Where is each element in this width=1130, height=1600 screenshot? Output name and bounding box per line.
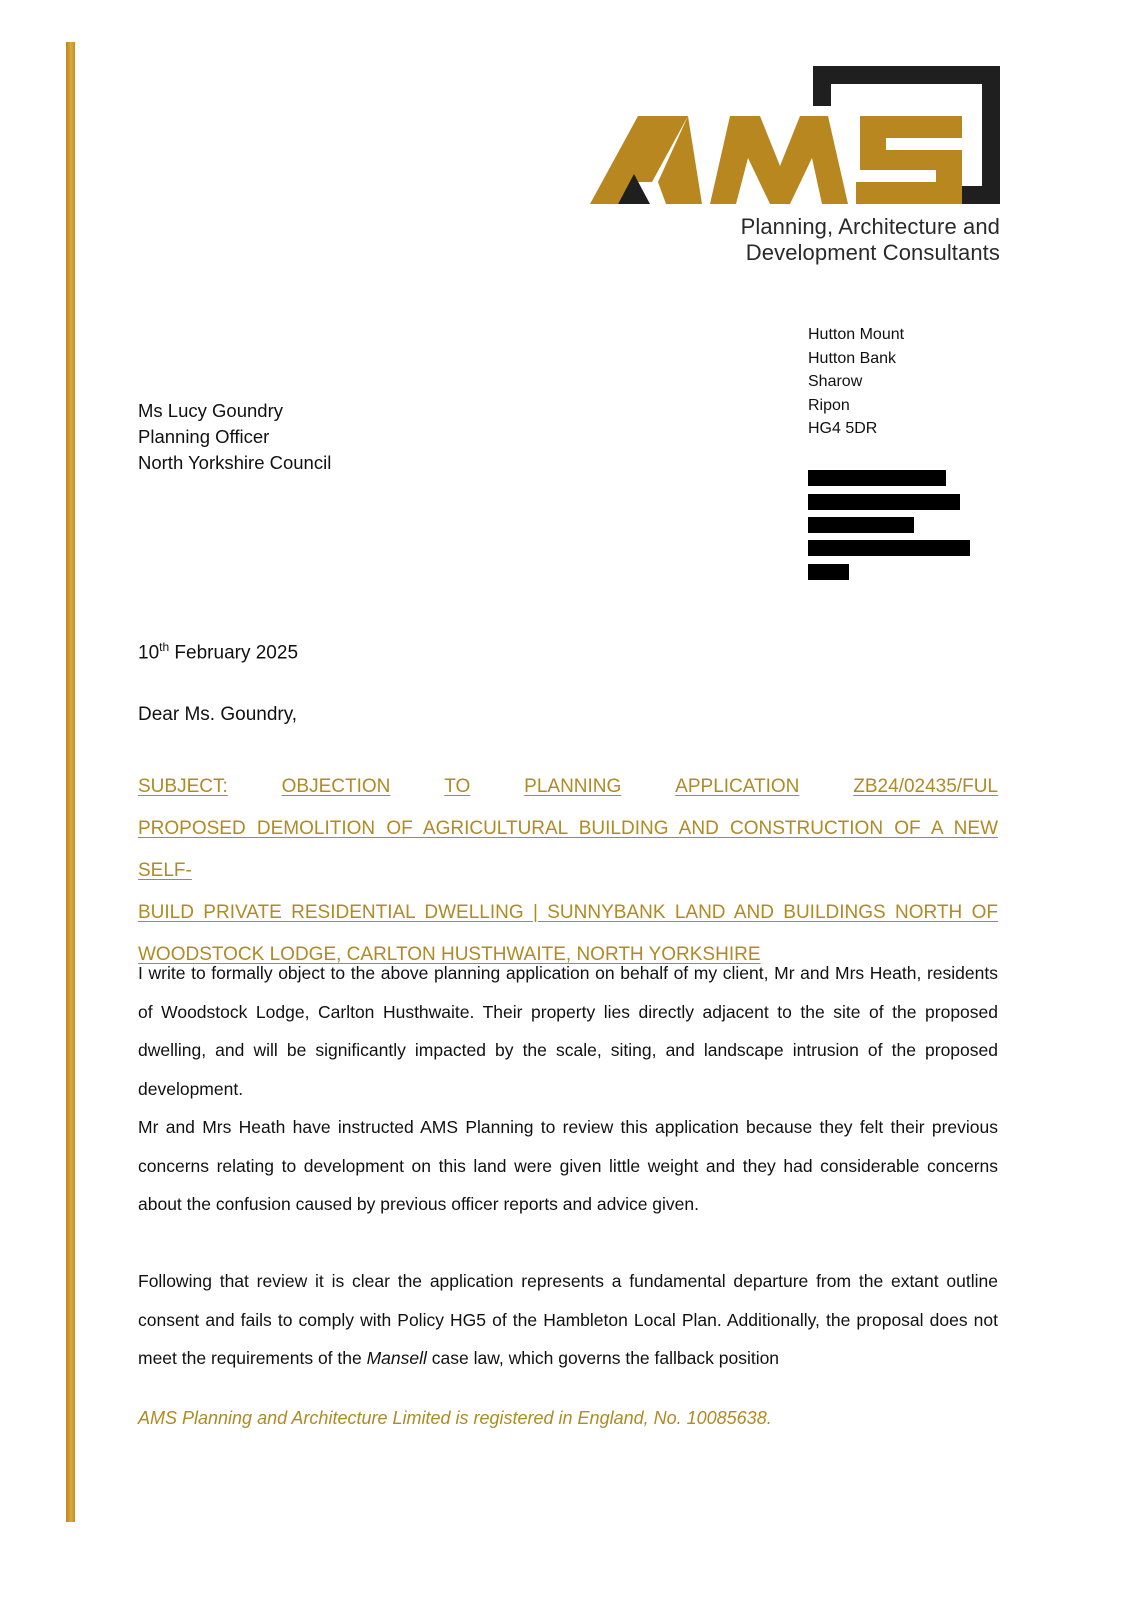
recipient-name: Ms Lucy Goundry [138, 400, 283, 421]
case-law-name: Mansell [366, 1348, 427, 1368]
paragraph-text: I write to formally object to the above planning application on behalf of my client, Mr and Mrs Heath, residents of Woodstock Lodge, Carlton Husthwaite. Their property lies directly adjacent to the site of the proposed dwelling, and will be significantly impacted by the scale, siting, and landscape intrusion of the proposed development. [138, 963, 998, 1099]
logo-letter-s [856, 116, 962, 204]
subject-line-4-text: WOODSTOCK LODGE, CARLTON HUSTHWAITE, NORTH YORKSHIRE [138, 944, 761, 965]
address-line: HG4 5DR [808, 420, 878, 437]
redaction-bar [808, 564, 849, 580]
recipient-role: Planning Officer [138, 426, 270, 447]
logo-tagline [741, 214, 1000, 266]
subject-line-2: PROPOSED DEMOLITION OF AGRICULTURAL BUILDING AND CONSTRUCTION OF A NEW SELF- [138, 818, 998, 881]
ams-logo [590, 66, 1000, 276]
logo-tagline-line2: Development Consultants [745, 240, 1000, 265]
address-line: Hutton Mount [808, 326, 905, 343]
body-paragraph-2 [138, 1108, 998, 1224]
recipient-address [138, 398, 331, 476]
redaction-bar [808, 540, 970, 556]
subject-word: ZB24/02435/FUL [853, 776, 998, 797]
body-paragraph-3 [138, 1262, 998, 1378]
sender-address [808, 323, 904, 441]
gold-side-bar [66, 42, 75, 1522]
paragraph-text-part: case law, which governs the fallback position [426, 1348, 780, 1368]
salutation: Dear Ms. Goundry, [138, 704, 298, 725]
address-line: Hutton Bank [808, 349, 897, 367]
letter-date [138, 640, 298, 664]
paragraph-text [138, 1262, 998, 1378]
recipient-organisation: North Yorkshire Council [138, 452, 332, 473]
logo-tagline-line1: Planning, Architecture and [740, 214, 1000, 239]
address-line: Sharow [808, 373, 863, 390]
subject-word: SUBJECT: [138, 776, 228, 797]
logo-letter-m [710, 116, 848, 204]
redaction-bar [808, 470, 946, 486]
date-day: 10 [138, 642, 160, 664]
company-registration-footer: AMS Planning and Architecture Limited is registered in England, No. 10085638. [138, 1408, 772, 1428]
subject-heading [138, 766, 998, 976]
body-paragraph-1 [138, 954, 998, 1108]
paragraph-text-part: Following that review it is clear the application represents a fundamental departure from the extant outline consent and fails to comply with Policy HG5 of the Hambleton Local Plan. Additionally, the proposal does not meet the requirements of the [138, 1271, 998, 1368]
redaction-bar [808, 517, 914, 533]
redaction-bar [808, 494, 960, 510]
subject-word: TO [444, 776, 471, 797]
ams-logo-mark [590, 66, 1000, 216]
subject-word: PLANNING [524, 776, 622, 797]
date-suffix: th [159, 640, 170, 654]
paragraph-text: Mr and Mrs Heath have instructed AMS Planning to review this application because they felt their previous concerns relating to development on this land were given little weight and they had considerable concerns about the confusion caused by previous officer reports and advice given. [138, 1117, 998, 1214]
subject-word: OBJECTION [281, 776, 391, 797]
subject-word: APPLICATION [675, 776, 800, 797]
subject-line-3: BUILD PRIVATE RESIDENTIAL DWELLING | SUNNYBANK LAND AND BUILDINGS NORTH OF [138, 902, 998, 923]
address-line: Ripon [808, 396, 850, 414]
date-rest: February 2025 [169, 642, 299, 664]
subject-line-1 [138, 766, 998, 808]
